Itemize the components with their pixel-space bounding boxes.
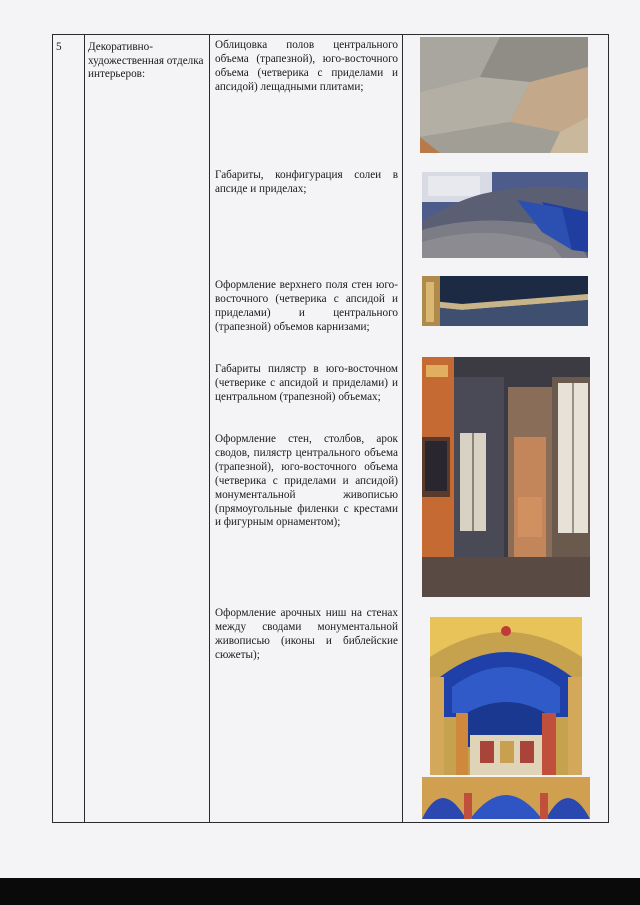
column-divider xyxy=(84,35,85,822)
photo-arches xyxy=(422,777,590,819)
photo-solea xyxy=(422,172,588,258)
scan-bottom-edge xyxy=(0,878,640,905)
item-niche-painting: Оформление арочных ниш на стенах между сводами монументальной живописью (иконы и библейские сюжеты); xyxy=(215,607,398,661)
photo-vaults xyxy=(430,617,582,775)
row-number: 5 xyxy=(56,41,62,53)
photo-cornice xyxy=(422,276,588,326)
photo-pilasters xyxy=(422,357,590,597)
column-divider xyxy=(209,35,210,822)
item-soleas: Габариты, конфигурация солеи в апсиде и приделах; xyxy=(215,169,398,195)
column-divider xyxy=(402,35,403,822)
photo-floor xyxy=(420,37,588,153)
item-cornices: Оформление верхнего поля стен юго-восточного (четверика с апсидой и приделами) и центрального (трапезной) объемов карнизами; xyxy=(215,279,398,333)
row-title: Декоративно-художественная отделка интерьеров: xyxy=(88,41,204,81)
item-wall-painting: Оформление стен, столбов, арок сводов, пилястр центрального объема (трапезной), юго-восточного объема (четверика с приделами и апсидой) монументальной живописью (прямоугольные филенки с крестами и фигурным орнаментом); xyxy=(215,433,398,529)
objects-table xyxy=(52,34,609,823)
item-floor-cladding: Облицовка полов центрального объема (трапезной), юго-восточного объема (четверика с приделами и апсидой) лещадными плитами; xyxy=(215,39,398,93)
item-pilasters: Габариты пилястр в юго-восточном (четверике с апсидой и приделами) и центральном (трапезной) объемах; xyxy=(215,363,398,403)
